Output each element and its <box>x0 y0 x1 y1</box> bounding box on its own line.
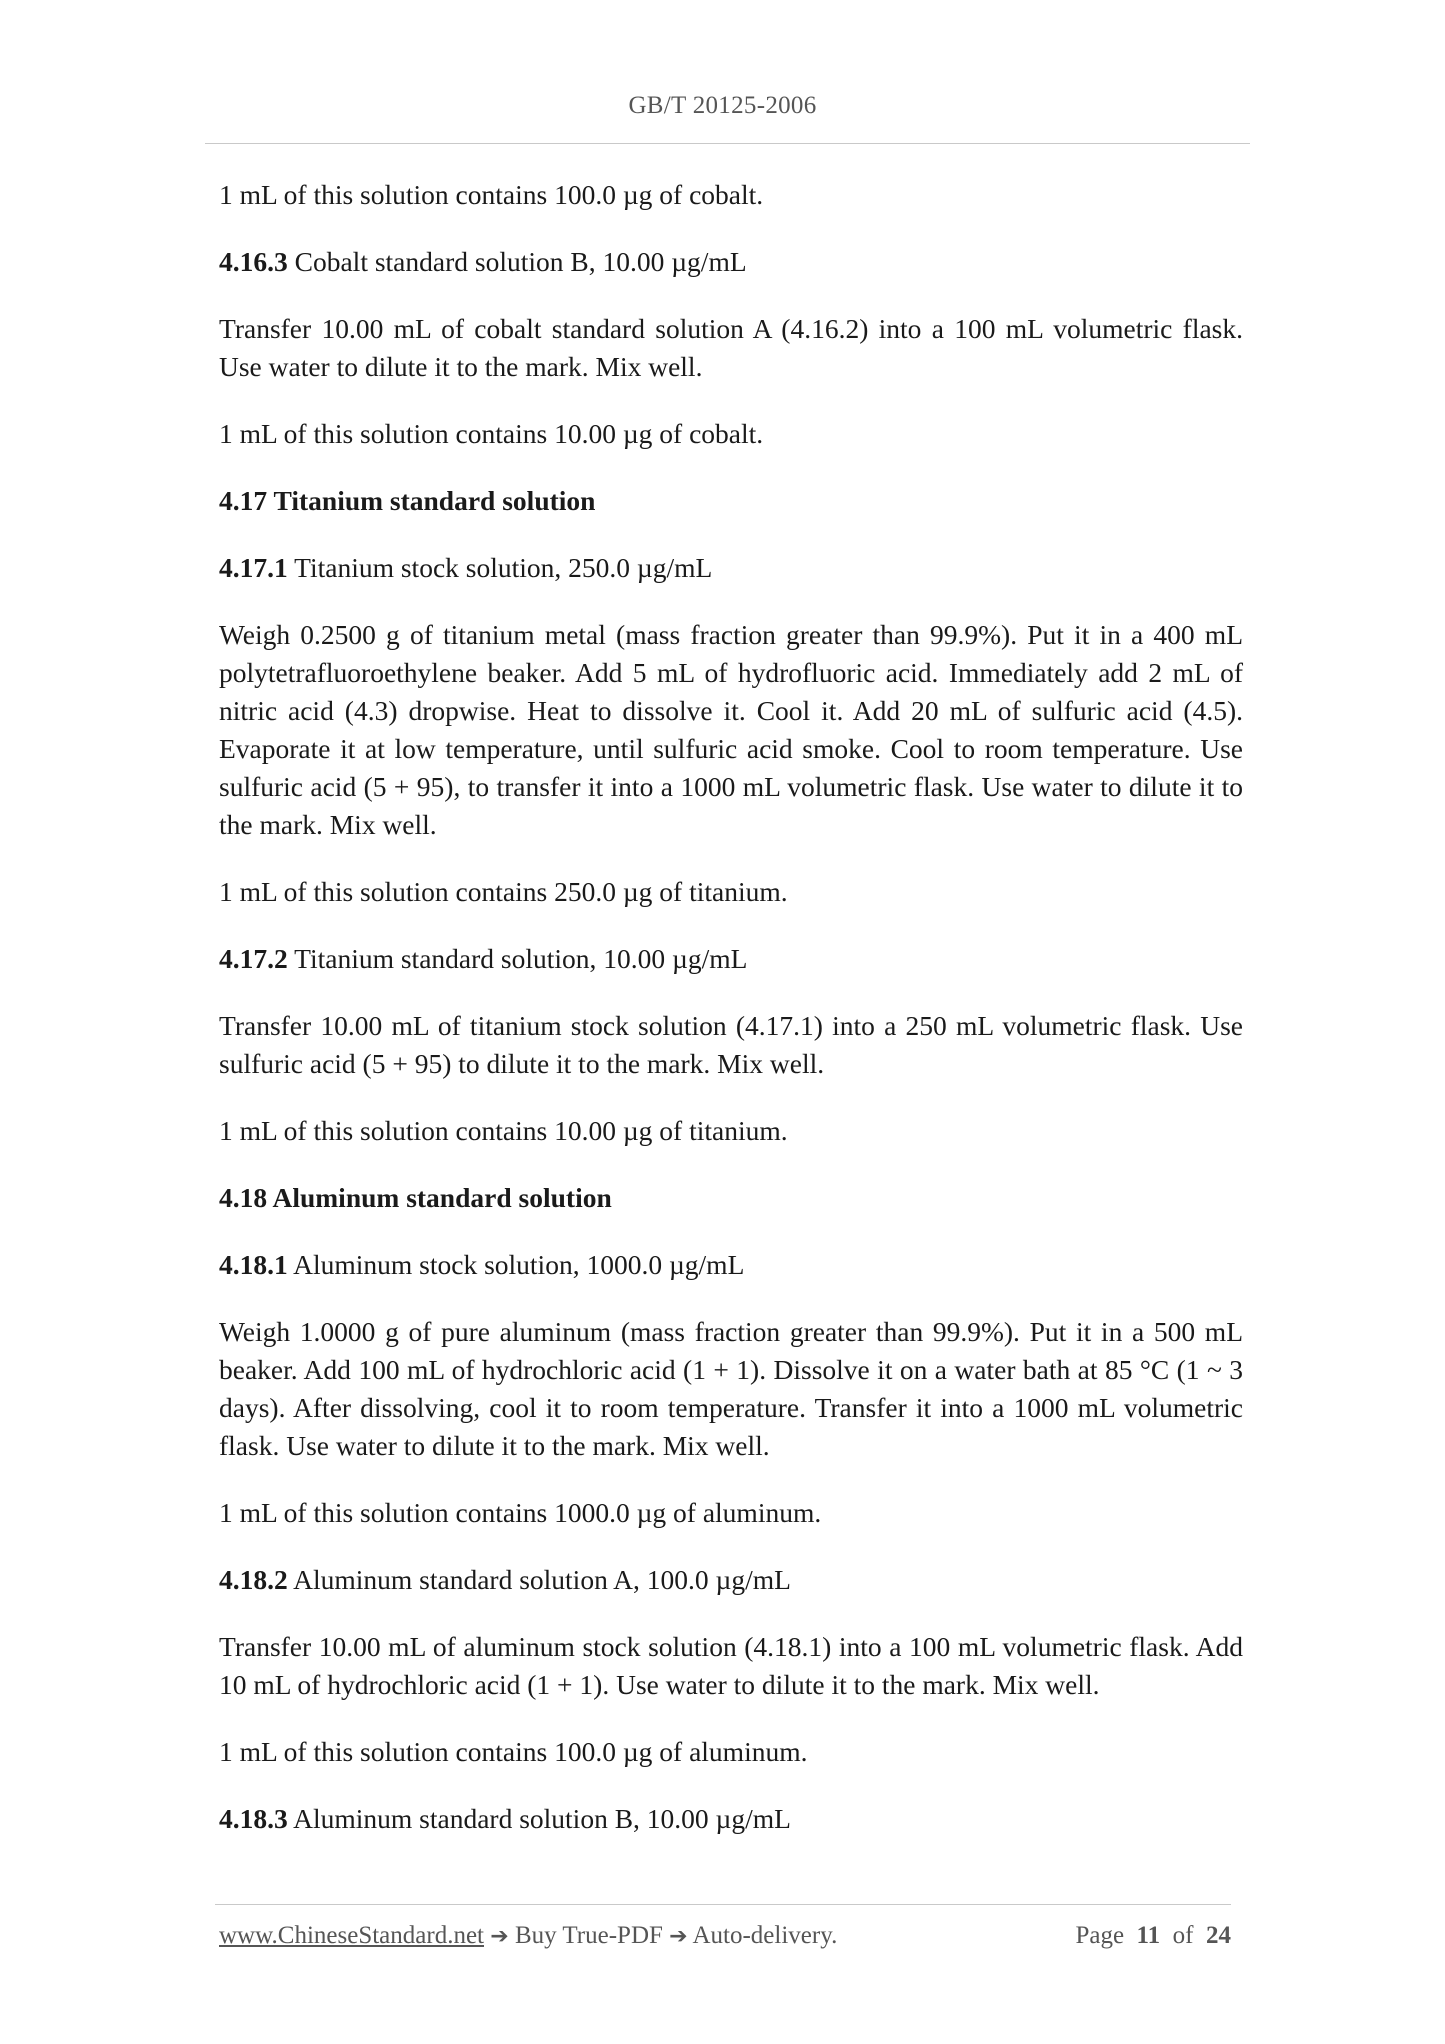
subsection-number: 4.18.2 <box>219 1564 288 1595</box>
paragraph: Transfer 10.00 mL of titanium stock solution (4.17.1) into a 250 mL volumetric flask. Use sulfuric acid (5 + 95) to dilute it to the mark. Mix well. <box>219 1010 1243 1079</box>
page-footer <box>219 1922 1231 1950</box>
header-divider <box>205 143 1250 144</box>
paragraph: Transfer 10.00 mL of cobalt standard solution A (4.16.2) into a 100 mL volumetric flask. Use water to dilute it to the mark. Mix well. <box>219 313 1243 382</box>
subsection-text: Titanium standard solution, 10.00 µg/mL <box>287 943 748 974</box>
buy-text: Buy True-PDF <box>508 1922 670 1949</box>
section-heading-text: 4.18 Aluminum standard solution <box>219 1182 612 1213</box>
subsection-number: 4.17.1 <box>219 552 288 583</box>
subsection-title <box>219 1246 1243 1284</box>
document-header: GB/T 20125-2006 <box>628 92 817 119</box>
paragraph: Weigh 0.2500 g of titanium metal (mass fraction greater than 99.9%). Put it in a 400 mL polytetrafluoroethylene beaker. Add 5 mL of hydrofluoric acid. Immediately add 2 mL of nitric acid (4.3) dropwise. Heat to dissolve it. Cool it. Add 20 mL of sulfuric acid (4.5). Evaporate it at low temperature, until sulfuric acid smoke. Cool to room temperature. Use sulfuric acid (5 + 95), to transfer it into a 1000 mL volumetric flask. Use water to dilute it to the mark. Mix well. <box>219 619 1243 840</box>
subsection-text: Aluminum standard solution A, 100.0 µg/mL <box>287 1564 791 1595</box>
subsection-title <box>219 1561 1243 1599</box>
footer-left <box>219 1922 837 1950</box>
subsection-title <box>219 940 1243 978</box>
document-body <box>219 176 1243 1867</box>
paragraph: 1 mL of this solution contains 100.0 µg of cobalt. <box>219 179 764 210</box>
paragraph: 1 mL of this solution contains 100.0 µg of aluminum. <box>219 1736 808 1767</box>
subsection-text: Cobalt standard solution B, 10.00 µg/mL <box>287 246 747 277</box>
page-word: Page <box>1075 1922 1125 1949</box>
section-heading <box>219 1179 1243 1217</box>
paragraph: Weigh 1.0000 g of pure aluminum (mass fraction greater than 99.9%). Put it in a 500 mL beaker. Add 100 mL of hydrochloric acid (1 + 1). Dissolve it on a water bath at 85 °C (1 ~ 3 days). After dissolving, cool it to room temperature. Transfer it into a 1000 mL volumetric flask. Use water to dilute it to the mark. Mix well. <box>219 1316 1243 1461</box>
subsection-text: Aluminum standard solution B, 10.00 µg/mL <box>287 1803 791 1834</box>
section-heading-text: 4.17 Titanium standard solution <box>219 485 596 516</box>
page-number: 11 <box>1136 1922 1161 1949</box>
section-heading <box>219 482 1243 520</box>
arrow-right-icon: ➔ <box>490 1924 509 1949</box>
paragraph: 1 mL of this solution contains 1000.0 µg of aluminum. <box>219 1497 822 1528</box>
subsection-text: Titanium stock solution, 250.0 µg/mL <box>287 552 713 583</box>
footer-divider <box>215 1904 1231 1905</box>
subsection-title <box>219 549 1243 587</box>
page-total: 24 <box>1206 1922 1231 1949</box>
paragraph: 1 mL of this solution contains 10.00 µg of titanium. <box>219 1115 788 1146</box>
subsection-number: 4.18.1 <box>219 1249 288 1280</box>
paragraph: Transfer 10.00 mL of aluminum stock solution (4.18.1) into a 100 mL volumetric flask. Add 10 mL of hydrochloric acid (1 + 1). Use water to dilute it to the mark. Mix well. <box>219 1631 1243 1700</box>
page-indicator <box>1075 1922 1231 1950</box>
subsection-number: 4.16.3 <box>219 246 288 277</box>
subsection-title <box>219 1800 1243 1838</box>
subsection-text: Aluminum stock solution, 1000.0 µg/mL <box>287 1249 745 1280</box>
paragraph: 1 mL of this solution contains 250.0 µg of titanium. <box>219 876 788 907</box>
delivery-text: Auto-delivery. <box>687 1922 838 1949</box>
paragraph: 1 mL of this solution contains 10.00 µg of cobalt. <box>219 418 764 449</box>
arrow-right-icon: ➔ <box>669 1924 688 1949</box>
of-word: of <box>1172 1922 1194 1949</box>
subsection-title <box>219 243 1243 281</box>
subsection-number: 4.17.2 <box>219 943 288 974</box>
site-link[interactable]: www.ChineseStandard.net <box>219 1922 484 1949</box>
subsection-number: 4.18.3 <box>219 1803 288 1834</box>
